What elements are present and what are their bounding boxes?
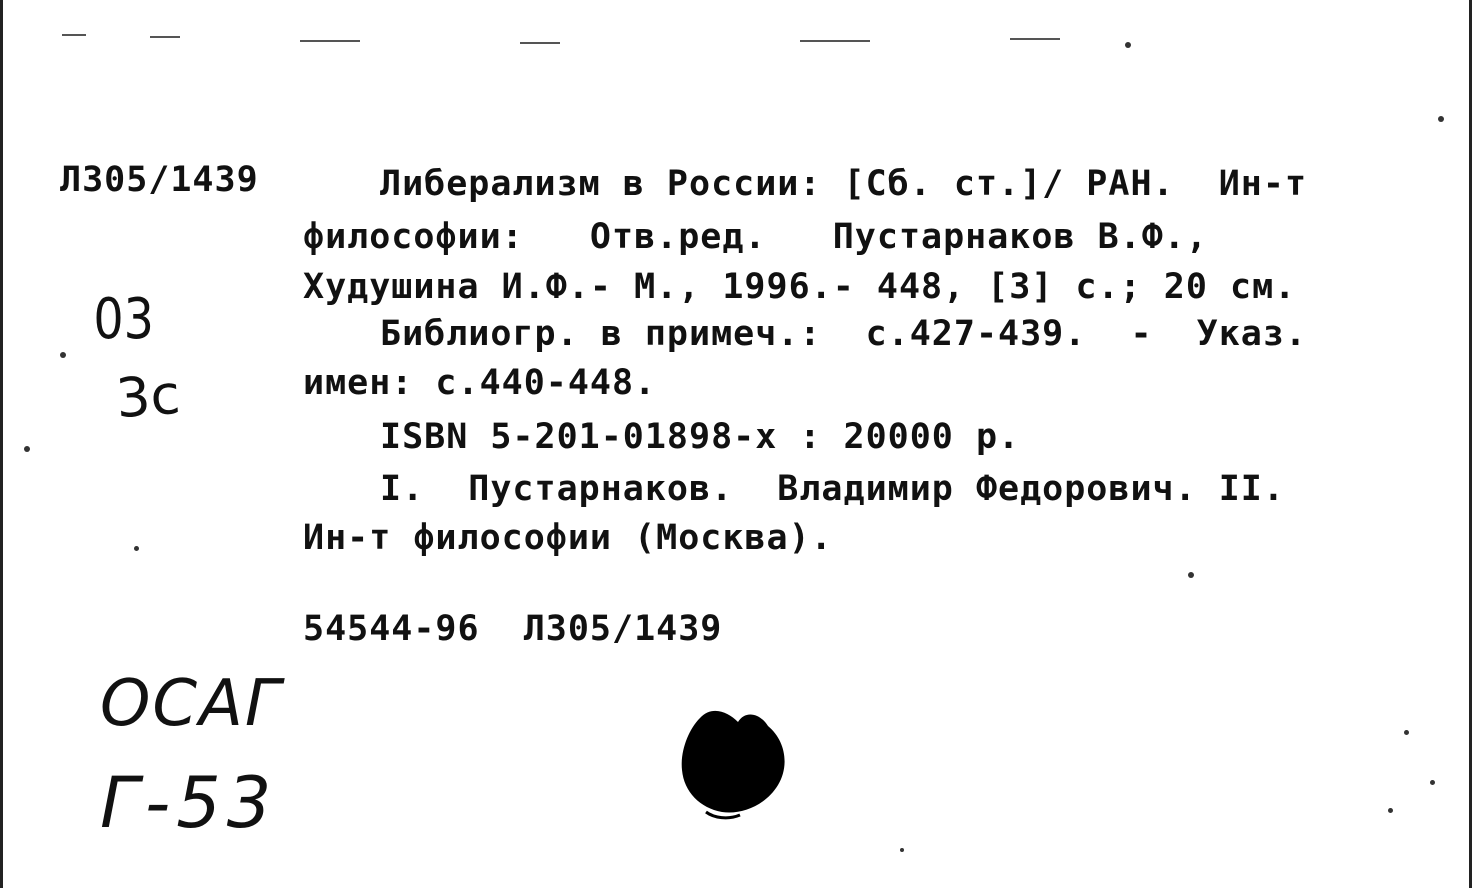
scan-noise — [62, 34, 86, 36]
scan-noise — [1404, 730, 1409, 735]
scan-noise — [1010, 38, 1060, 40]
scan-noise — [520, 42, 560, 44]
scan-noise — [60, 352, 66, 358]
body-line-3: Худушина И.Ф.- М., 1996.- 448, [3] с.; 20 см. — [303, 267, 1297, 307]
body-line-1: Либерализм в России: [Сб. ст.]/ РАН. Ин-т — [380, 164, 1308, 204]
scan-noise — [1388, 808, 1393, 813]
scan-noise — [800, 40, 870, 42]
accession-line: 54544-96 Л305/1439 — [303, 609, 723, 649]
handwritten-mark-3c: 3с — [113, 362, 183, 431]
handwritten-mark-osag: ОСАГ — [100, 667, 283, 741]
body-line-7: I. Пустарнаков. Владимир Федорович. II. — [380, 469, 1285, 509]
body-line-8: Ин-т философии (Москва). — [303, 518, 833, 558]
scan-noise — [300, 40, 360, 42]
handwritten-mark-g53: Г-53 — [100, 762, 278, 844]
handwritten-mark-03: 03 — [93, 287, 154, 352]
scan-noise — [900, 848, 904, 852]
scan-noise — [134, 546, 139, 551]
body-line-2: философии: Отв.ред. Пустарнаков В.Ф., — [303, 217, 1208, 257]
body-line-5: имен: с.440-448. — [303, 363, 657, 403]
call-number: Л305/1439 — [60, 160, 259, 200]
scan-noise — [150, 36, 180, 38]
isbn-line: ISBN 5-201-01898-х : 20000 р. — [380, 417, 1021, 457]
scan-noise — [1188, 572, 1194, 578]
body-line-4: Библиогр. в примеч.: с.427-439. - Указ. — [380, 314, 1308, 354]
scan-noise — [24, 446, 30, 452]
scan-noise — [1125, 42, 1131, 48]
scan-noise — [1430, 780, 1435, 785]
scan-noise — [1438, 116, 1444, 122]
